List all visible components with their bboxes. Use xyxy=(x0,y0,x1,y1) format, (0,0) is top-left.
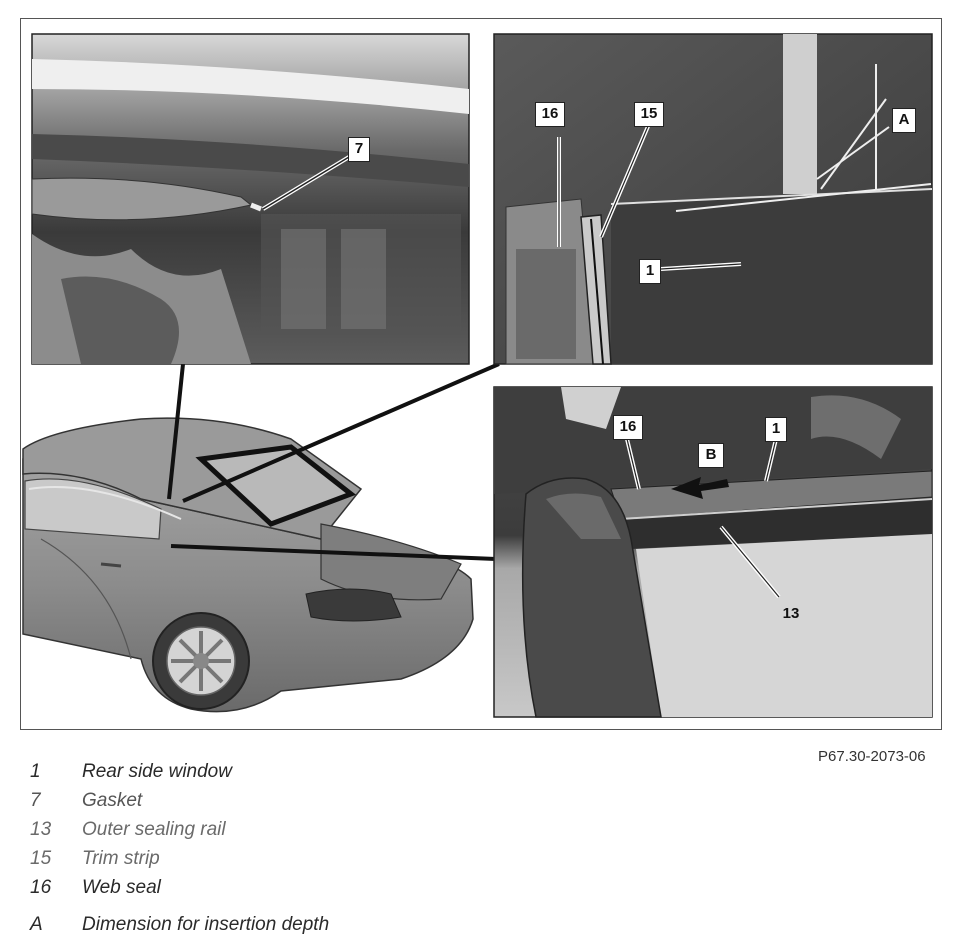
legend-text: Gasket xyxy=(82,789,143,811)
legend-item xyxy=(30,786,329,815)
callout-rear-side-window-lower: 1 xyxy=(765,417,787,442)
callout-gasket: 7 xyxy=(348,137,370,162)
legend-key: 13 xyxy=(30,818,52,840)
callout-trim-strip: 15 xyxy=(634,102,664,127)
legend-text: Trim strip xyxy=(82,847,160,869)
legend-key: 1 xyxy=(30,760,41,782)
legend-item xyxy=(30,873,329,902)
callout-rear-side-window: 1 xyxy=(639,259,661,284)
figure-id: P67.30-2073-06 xyxy=(818,748,926,765)
panel-sealing-rail xyxy=(494,387,932,717)
figure-frame xyxy=(20,18,942,730)
legend-text: Rear side window xyxy=(82,760,232,782)
callout-dimension-a: A xyxy=(892,108,916,133)
legend-item xyxy=(30,757,329,786)
legend-key: 15 xyxy=(30,847,52,869)
legend-text: Dimension for insertion depth xyxy=(82,913,330,935)
panel-window-trim xyxy=(494,34,932,364)
legend-key: A xyxy=(30,913,43,935)
panel-gasket xyxy=(32,34,469,364)
legend-text: Outer sealing rail xyxy=(82,818,226,840)
legend-key: 7 xyxy=(30,789,41,811)
callout-web-seal: 16 xyxy=(535,102,565,127)
legend-item xyxy=(30,815,329,844)
callout-web-seal-lower: 16 xyxy=(613,415,643,440)
legend-item xyxy=(30,910,329,939)
car-illustration xyxy=(23,418,473,711)
callout-arrow-b: B xyxy=(698,443,724,468)
legend xyxy=(30,757,329,939)
legend-key: 16 xyxy=(30,876,52,898)
callout-outer-sealing-rail: 13 xyxy=(782,605,800,622)
legend-item xyxy=(30,844,329,873)
legend-text: Web seal xyxy=(82,876,161,898)
